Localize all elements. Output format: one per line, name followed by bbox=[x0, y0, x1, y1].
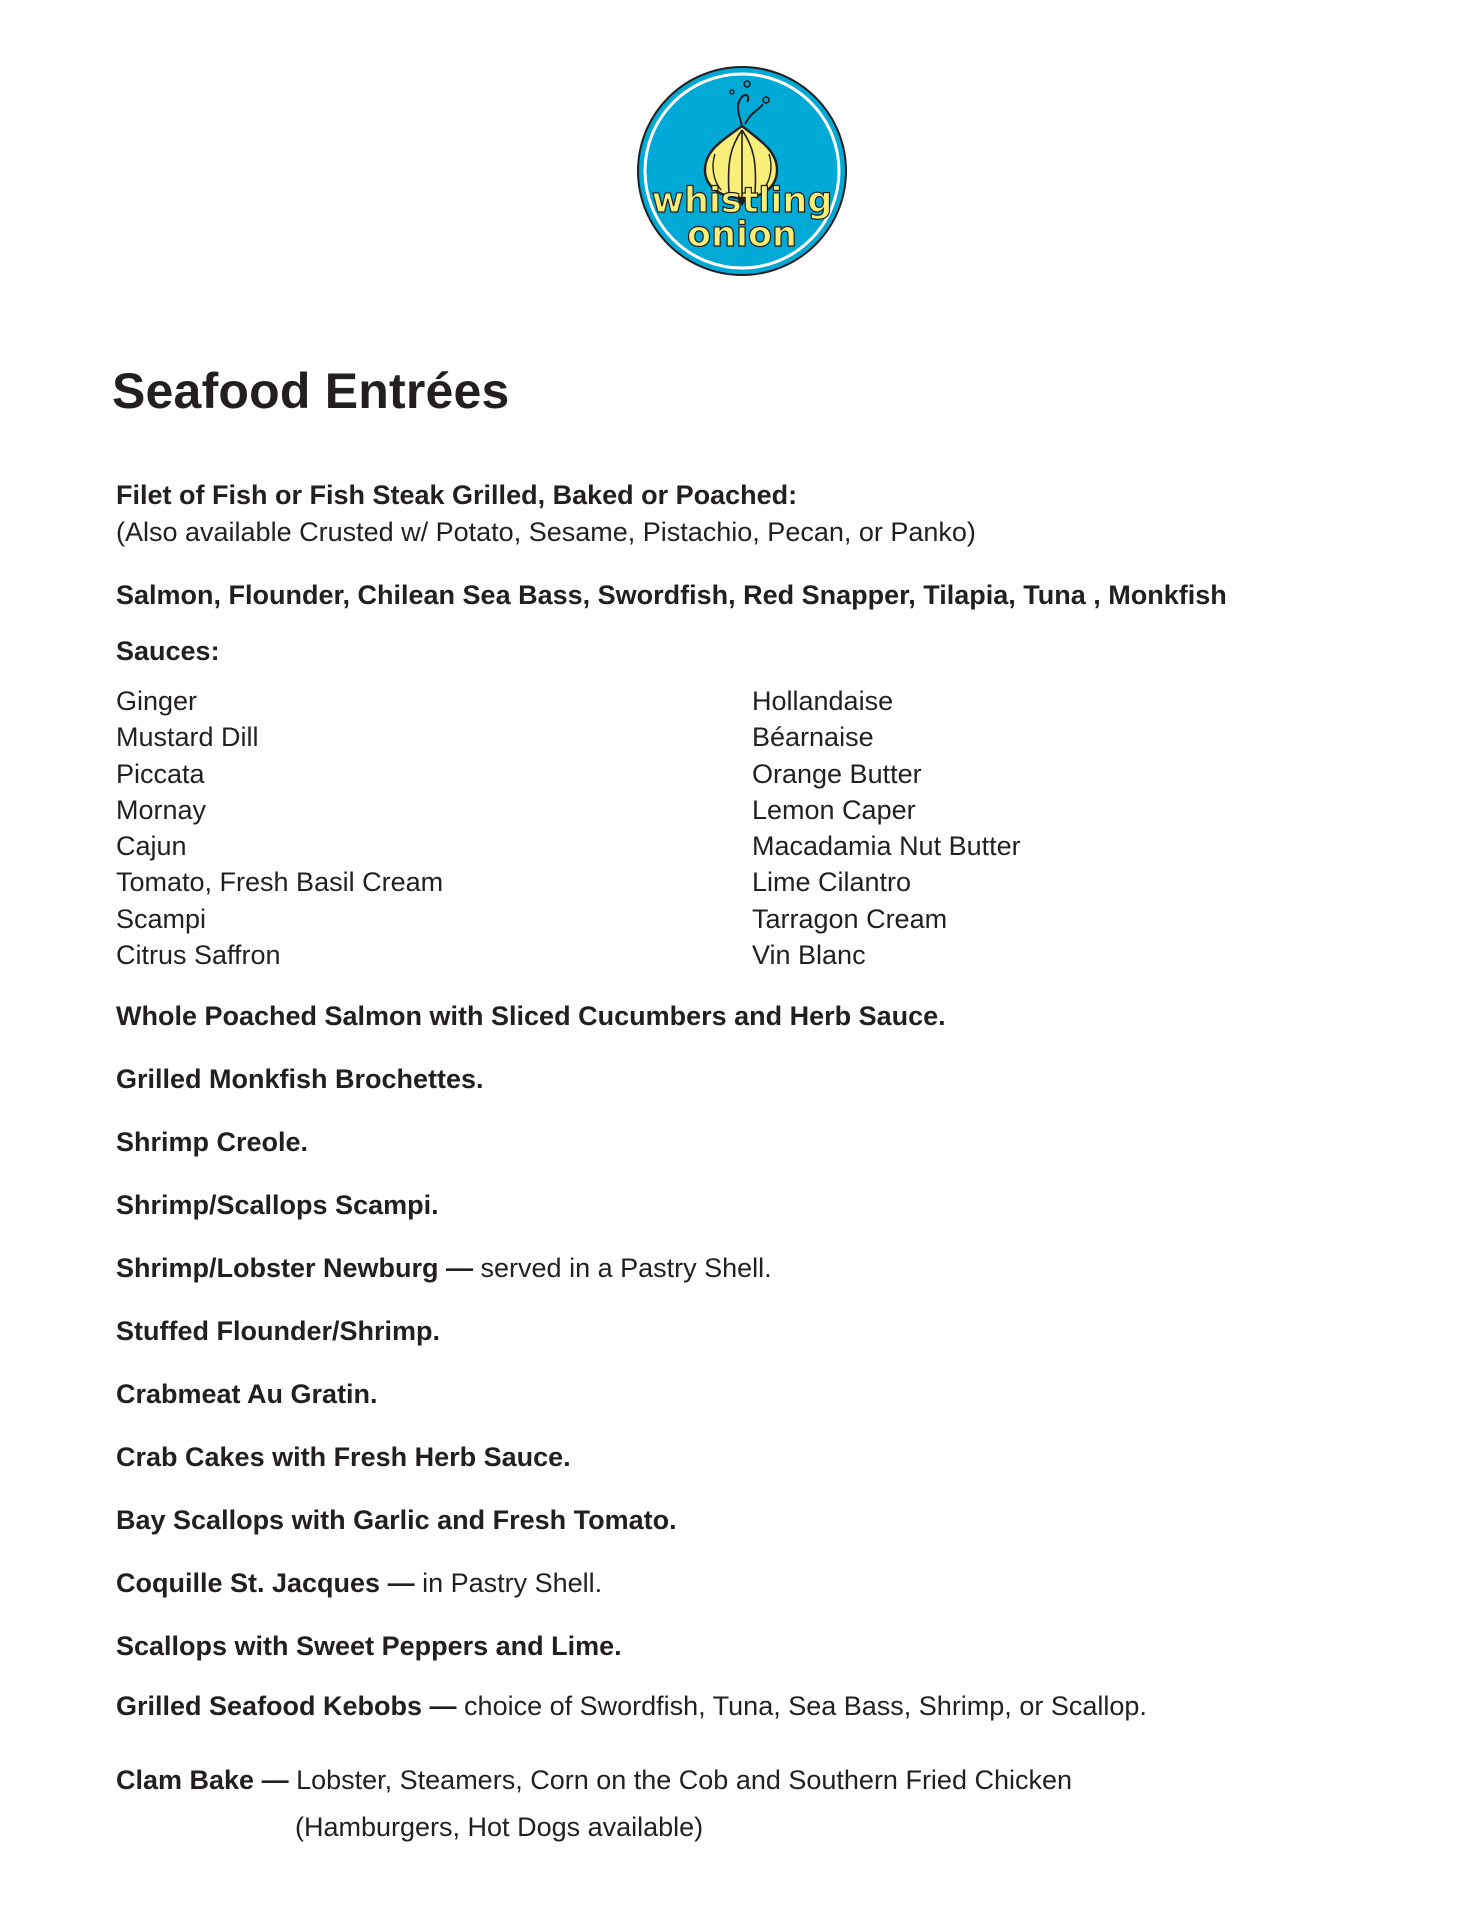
dish-name: Grilled Seafood Kebobs — bbox=[116, 1691, 457, 1721]
dish-name: Shrimp Creole. bbox=[116, 1127, 309, 1157]
sauce-item: Citrus Saffron bbox=[116, 940, 281, 971]
sauce-item: Lime Cilantro bbox=[752, 867, 912, 898]
sauce-item: Piccata bbox=[116, 758, 205, 789]
dish-item bbox=[116, 1629, 622, 1663]
dish-name: Stuffed Flounder/Shrimp. bbox=[116, 1316, 440, 1346]
dish-item bbox=[116, 1503, 677, 1537]
dish-item bbox=[116, 1314, 440, 1348]
dish-name: Coquille St. Jacques — bbox=[116, 1568, 415, 1598]
sauce-item: Cajun bbox=[116, 831, 187, 862]
dish-item bbox=[116, 1377, 378, 1411]
page-title: Seafood Entrées bbox=[112, 363, 510, 419]
sauce-item: Tomato, Fresh Basil Cream bbox=[116, 867, 444, 898]
sauce-item: Mustard Dill bbox=[116, 722, 259, 753]
sauce-list-left bbox=[116, 683, 443, 973]
sauce-item: Mornay bbox=[116, 794, 207, 825]
sauce-item: Hollandaise bbox=[752, 686, 894, 716]
sauce-item: Tarragon Cream bbox=[752, 903, 948, 934]
dish-item bbox=[116, 1251, 772, 1285]
dish-item bbox=[116, 1763, 1072, 1797]
logo-text-line1: whistling bbox=[651, 181, 833, 221]
dish-desc: choice of Swordfish, Tuna, Sea Bass, Shrimp, or Scallop. bbox=[456, 1691, 1147, 1721]
dish-item bbox=[116, 1188, 439, 1222]
dish-name: Whole Poached Salmon with Sliced Cucumbers and Herb Sauce. bbox=[116, 1001, 946, 1031]
logo-text-line2: onion bbox=[687, 215, 797, 255]
clam-bake-note: (Hamburgers, Hot Dogs available) bbox=[295, 1812, 704, 1842]
sauce-item: Scampi bbox=[116, 903, 207, 934]
sauce-item: Ginger bbox=[116, 686, 198, 716]
sauce-list-right bbox=[752, 683, 1021, 973]
sauce-item: Macadamia Nut Butter bbox=[752, 831, 1021, 862]
dish-name: Shrimp/Lobster Newburg — bbox=[116, 1253, 474, 1283]
dish-name: Clam Bake — bbox=[116, 1765, 289, 1795]
dish-name: Crabmeat Au Gratin. bbox=[116, 1379, 378, 1409]
sauce-item: Orange Butter bbox=[752, 758, 922, 789]
onion-logo-graphic bbox=[635, 64, 849, 278]
sauce-item: Béarnaise bbox=[752, 722, 874, 753]
sauces-heading: Sauces: bbox=[116, 636, 220, 666]
dish-desc: served in a Pastry Shell. bbox=[473, 1253, 772, 1283]
dish-name: Grilled Monkfish Brochettes. bbox=[116, 1064, 484, 1094]
fish-types: Salmon, Flounder, Chilean Sea Bass, Swordfish, Red Snapper, Tilapia, Tuna , Monkfish bbox=[116, 580, 1227, 610]
dish-item bbox=[116, 999, 946, 1033]
dish-item bbox=[116, 1062, 484, 1096]
dish-name: Crab Cakes with Fresh Herb Sauce. bbox=[116, 1442, 571, 1472]
sauce-item: Vin Blanc bbox=[752, 940, 866, 971]
dish-desc: in Pastry Shell. bbox=[414, 1568, 603, 1598]
dish-name: Bay Scallops with Garlic and Fresh Tomato. bbox=[116, 1505, 677, 1535]
dish-item bbox=[116, 1125, 308, 1159]
dish-name: Shrimp/Scallops Scampi. bbox=[116, 1190, 439, 1220]
fish-heading: Filet of Fish or Fish Steak Grilled, Baked or Poached: bbox=[116, 480, 798, 510]
dish-name: Scallops with Sweet Peppers and Lime. bbox=[116, 1631, 622, 1661]
fish-crust-note: (Also available Crusted w/ Potato, Sesame, Pistachio, Pecan, or Panko) bbox=[116, 517, 976, 547]
dish-item bbox=[116, 1566, 602, 1600]
dish-item bbox=[116, 1689, 1147, 1723]
dish-item bbox=[116, 1440, 571, 1474]
sauce-item: Lemon Caper bbox=[752, 794, 916, 825]
dish-desc: Lobster, Steamers, Corn on the Cob and Southern Fried Chicken bbox=[288, 1765, 1073, 1795]
whistling-onion-logo bbox=[635, 64, 849, 278]
